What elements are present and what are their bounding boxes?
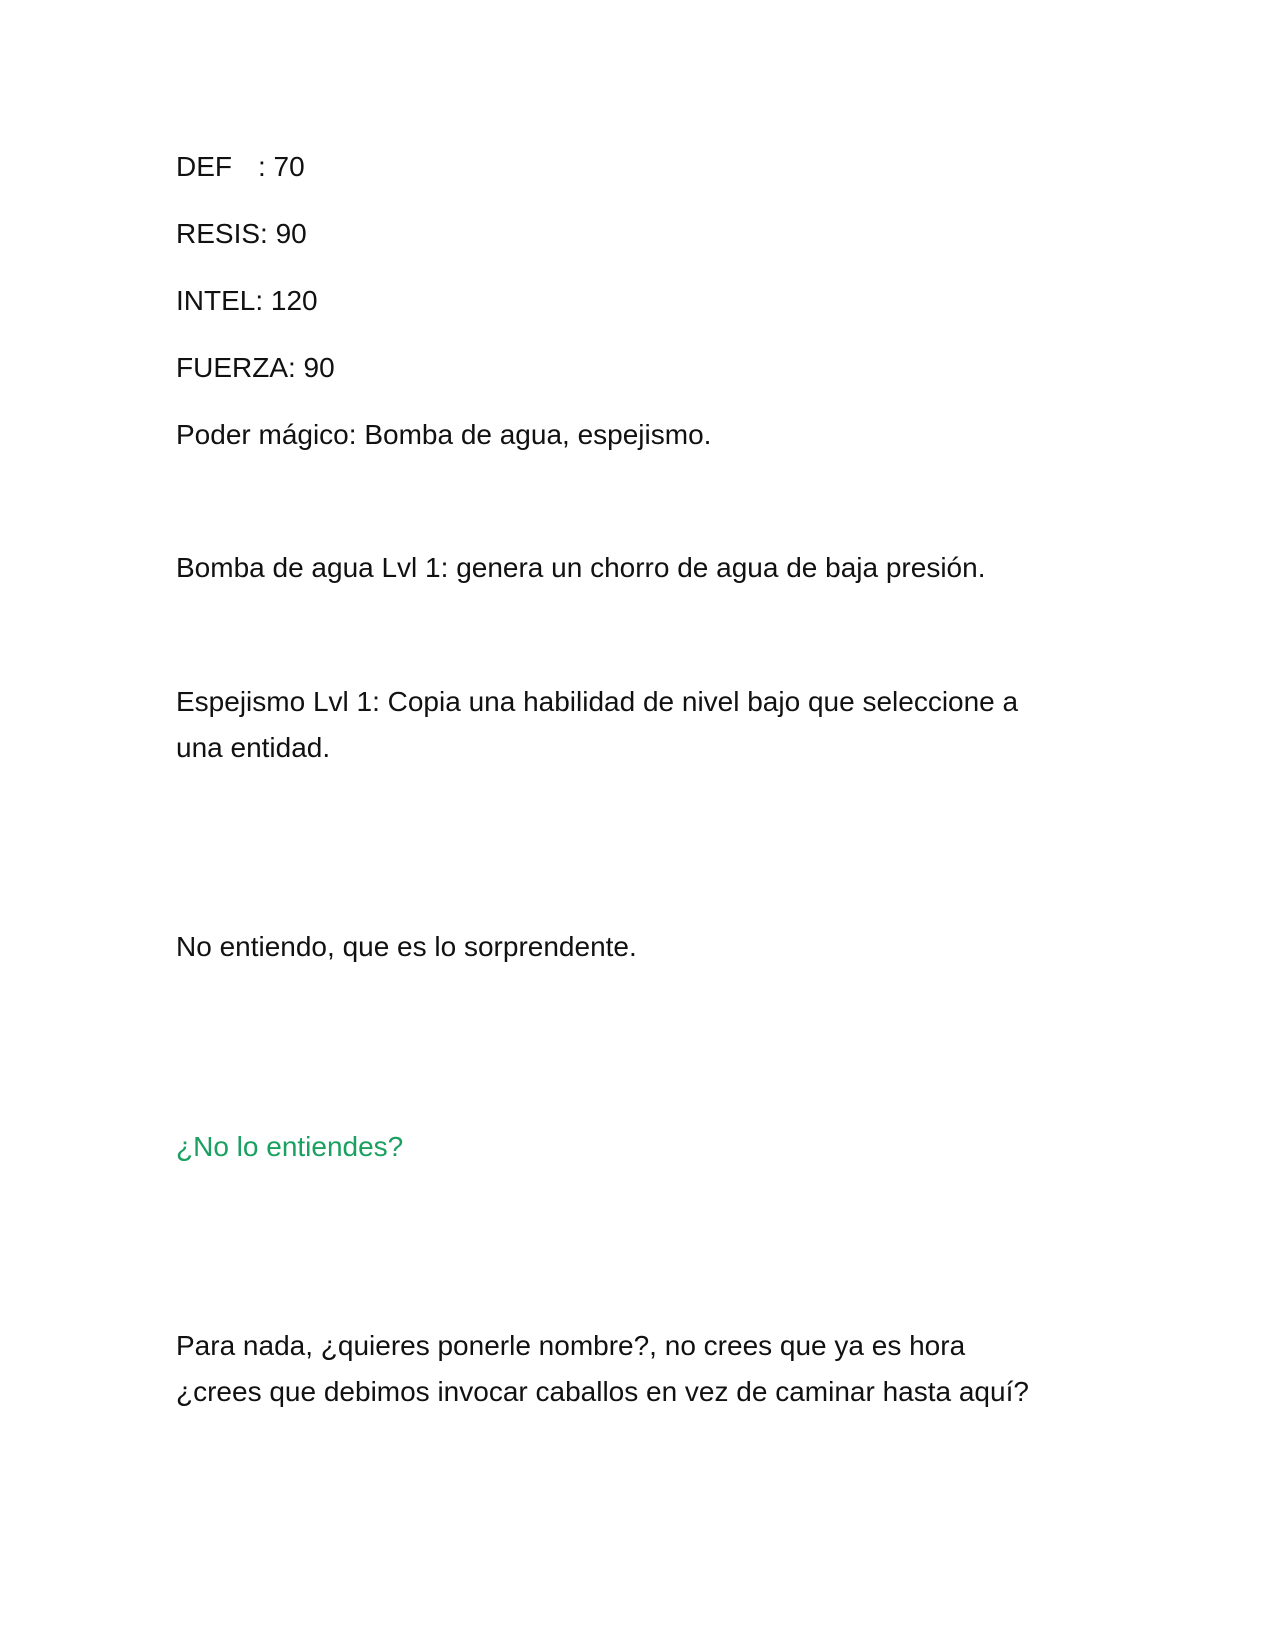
stat-def-value: : 70 [258,151,305,182]
stat-fuerza: FUERZA: 90 [176,352,335,383]
ability-espejismo-line-2: una entidad. [176,732,331,763]
stat-def [176,144,305,190]
stat-intel: INTEL: 120 [176,285,318,316]
dialogue-line-2: ¿No lo entiendes? [176,1131,404,1162]
dialogue-line-3b: ¿crees que debimos invocar caballos en vez de caminar hasta aquí? [176,1376,1029,1407]
magic-power: Poder mágico: Bomba de agua, espejismo. [176,419,712,450]
stat-def-label: DEF [176,151,232,182]
ability-bomba-de-agua: Bomba de agua Lvl 1: genera un chorro de agua de baja presión. [176,552,986,583]
stat-resis: RESIS: 90 [176,218,307,249]
dialogue-line-3a: Para nada, ¿quieres ponerle nombre?, no crees que ya es hora [176,1330,966,1361]
ability-espejismo-line-1: Espejismo Lvl 1: Copia una habilidad de nivel bajo que seleccione a [176,686,1019,717]
dialogue-line-1: No entiendo, que es lo sorprendente. [176,931,637,962]
